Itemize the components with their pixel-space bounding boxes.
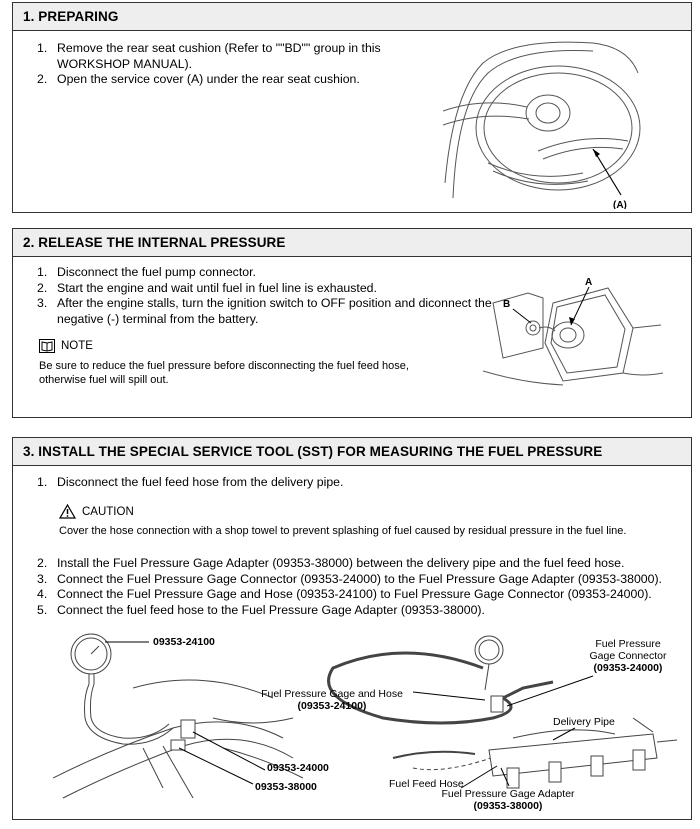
section-title: 1. PREPARING (13, 3, 691, 31)
caution-text: Cover the hose connection with a shop towel to prevent splashing of fuel caused by residual pressure in the fuel line. (59, 525, 627, 537)
label-adapter-pn: (09353-38000) (473, 800, 543, 812)
fuel-pump-illustration (483, 273, 663, 393)
label-feed-hose: Fuel Feed Hose (389, 778, 464, 790)
book-icon (39, 339, 55, 353)
label-delivery-pipe: Delivery Pipe (553, 716, 615, 728)
label-gage-pn: 09353-24100 (153, 636, 215, 648)
label-connector-l2: Gage Connector (589, 650, 667, 662)
step-item: 1. Remove the rear seat cushion (Refer to ""BD"" group in this WORKSHOP MANUAL). (37, 41, 381, 71)
step-item: 2. Start the engine and wait until fuel in fuel line is exhausted. (37, 280, 377, 295)
section-title: 3. INSTALL THE SPECIAL SERVICE TOOL (SST) FOR MEASURING THE FUEL PRESSURE (13, 438, 691, 466)
note-box (39, 339, 449, 387)
step-item: 3. After the engine stalls, turn the ignition switch to OFF position and diconnect the negative (-) terminal from the battery. (37, 296, 492, 326)
label-adapter-pn: 09353-38000 (255, 781, 317, 793)
step-item: 1. Disconnect the fuel feed hose from the delivery pipe. (37, 475, 344, 489)
label-b: B (503, 299, 511, 310)
label-connector-pn: 09353-24000 (267, 762, 329, 774)
service-cover-illustration (443, 33, 643, 209)
label-a: (A) (613, 200, 627, 209)
step-item: 5. Connect the fuel feed hose to the Fuel Pressure Gage Adapter (09353-38000). (37, 602, 485, 617)
label-connector-l1: Fuel Pressure (595, 638, 661, 650)
note-label: NOTE (61, 340, 93, 352)
label-gage-hose: Fuel Pressure Gage and Hose (261, 688, 403, 700)
step-list (37, 265, 497, 327)
section-release-pressure (12, 228, 692, 418)
label-a: A (585, 277, 593, 288)
step-item: 3. Connect the Fuel Pressure Gage Connector (09353-24000) to the Fuel Pressure Gage Adapter (09353-38000). (37, 571, 662, 586)
step-list (37, 556, 697, 618)
warning-icon (59, 504, 76, 519)
step-item: 2. Install the Fuel Pressure Gage Adapter (09353-38000) between the delivery pipe and the fuel feed hose. (37, 556, 625, 570)
step-item: 4. Connect the Fuel Pressure Gage and Hose (09353-24100) to Fuel Pressure Gage Connector (09353-24000). (37, 587, 652, 602)
caution-box (59, 504, 689, 537)
label-gage-hose-pn: (09353-24100) (297, 700, 367, 712)
section-title: 2. RELEASE THE INTERNAL PRESSURE (13, 229, 691, 257)
step-list (37, 41, 407, 88)
label-connector-pn: (09353-24000) (593, 662, 663, 674)
caution-label: CAUTION (82, 505, 134, 518)
exploded-view-illustration (253, 628, 683, 813)
note-text: Be sure to reduce the fuel pressure before disconnecting the fuel feed hose, otherwise fuel will spill out. (39, 360, 409, 386)
step-item: 2. Open the service cover (A) under the rear seat cushion. (37, 72, 360, 86)
label-adapter: Fuel Pressure Gage Adapter (441, 788, 575, 800)
section-preparing (12, 2, 692, 213)
step-list (37, 475, 677, 489)
section-install-sst (12, 437, 692, 820)
step-item: 1. Disconnect the fuel pump connector. (37, 265, 256, 279)
